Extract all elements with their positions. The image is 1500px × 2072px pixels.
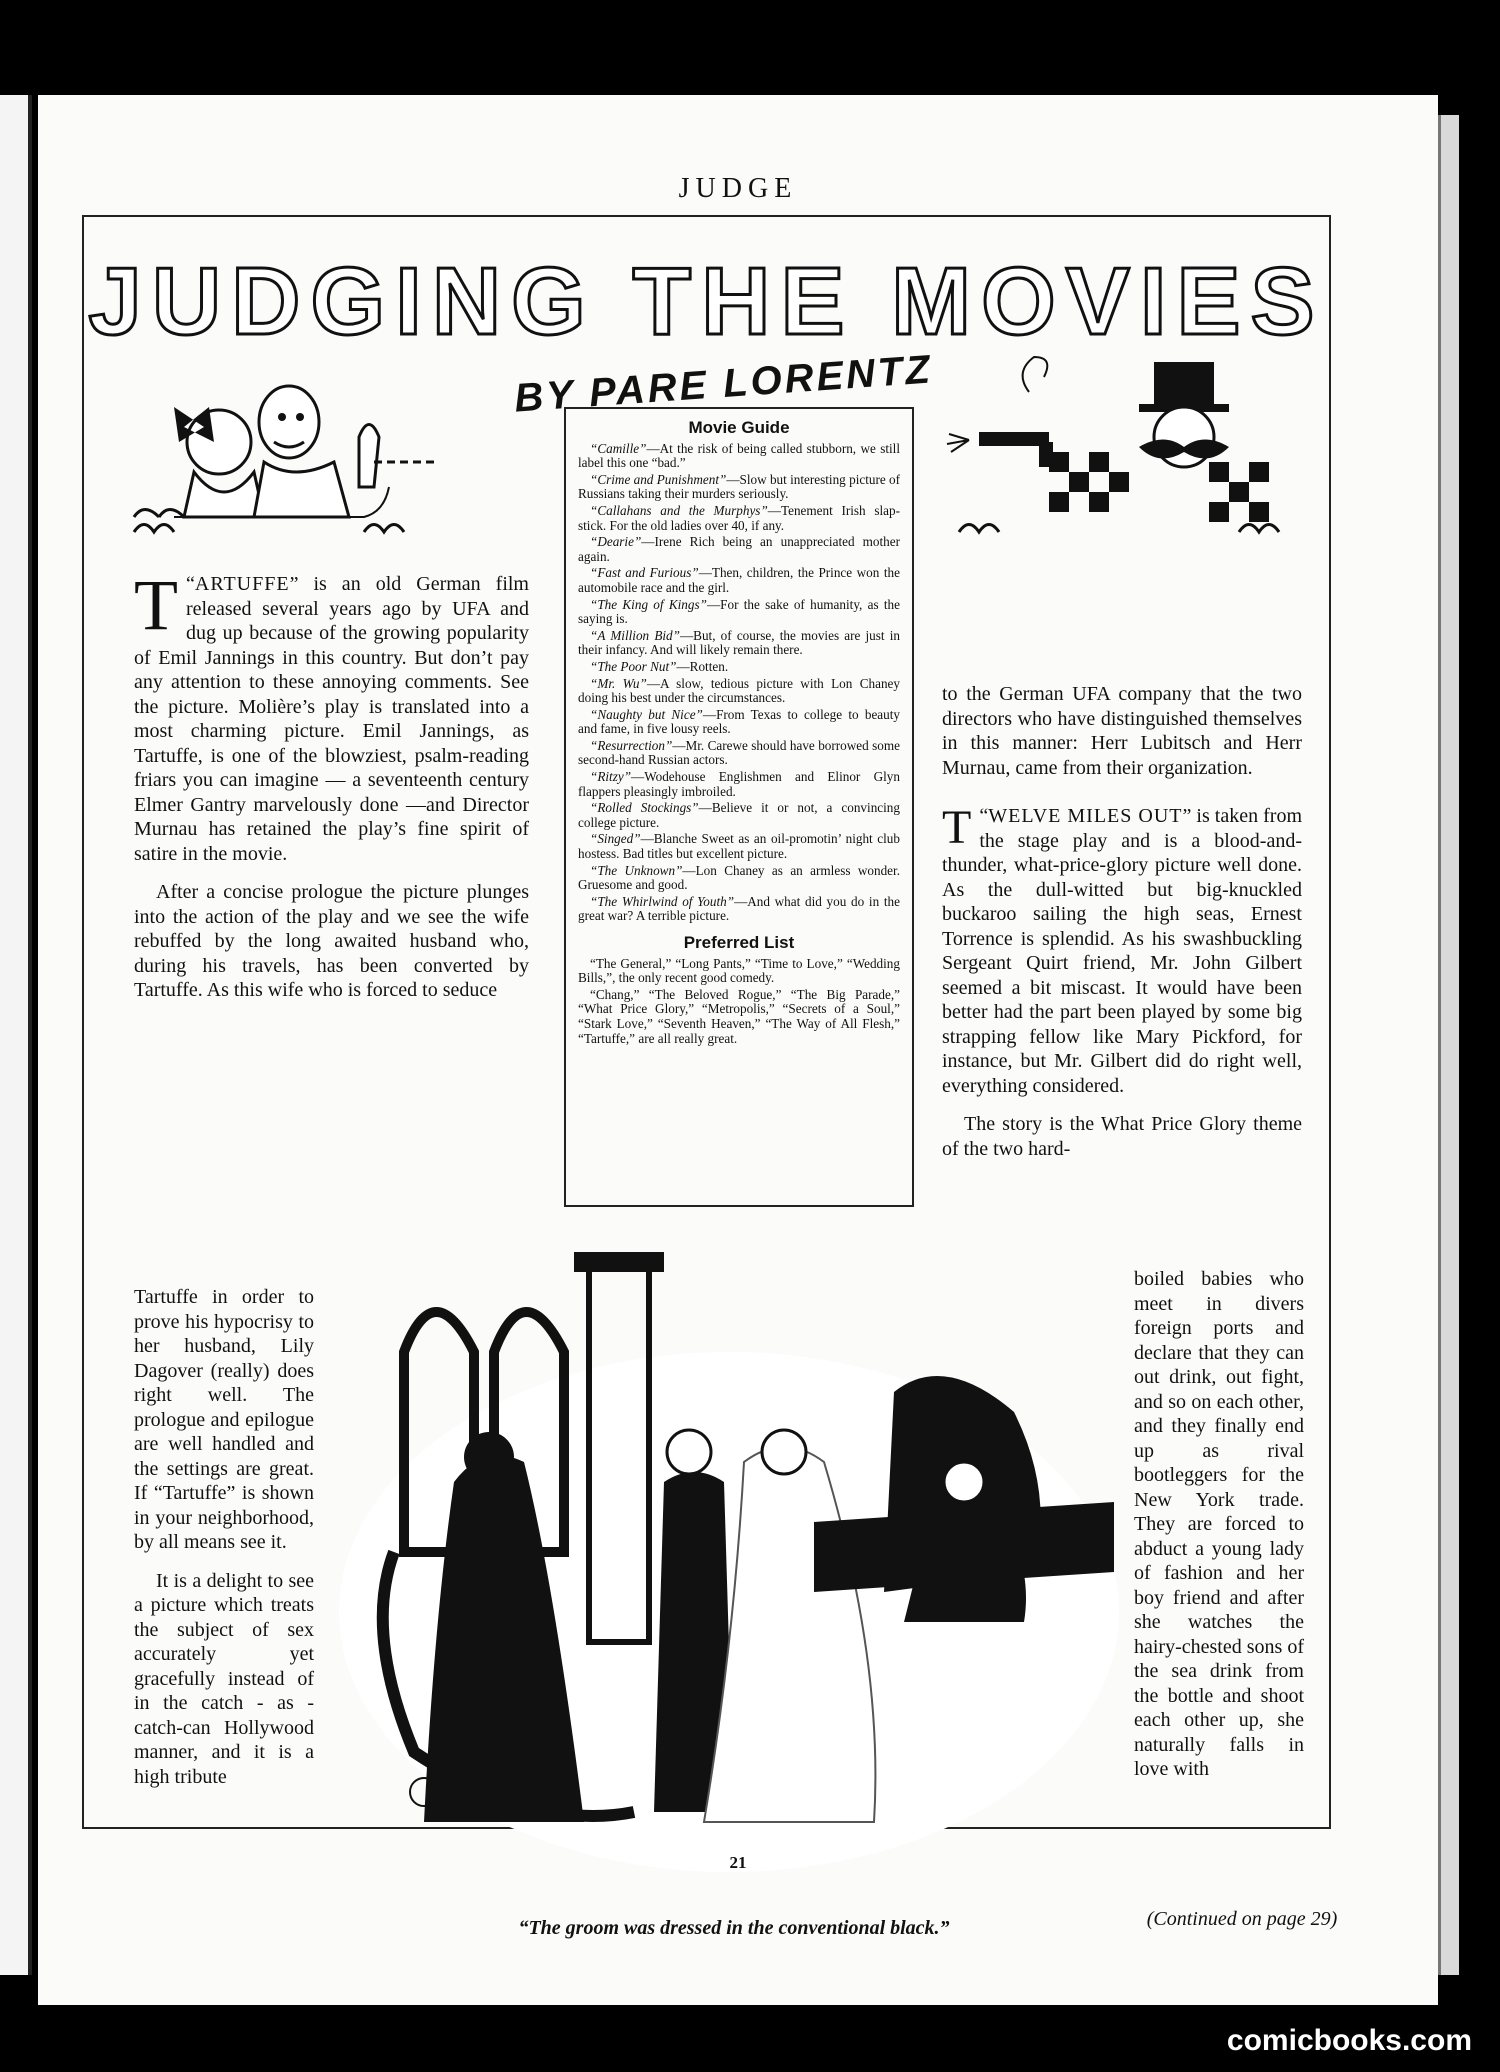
- left-page-edge: [0, 95, 32, 1975]
- guide-entry: “Dearie”—Irene Rich being an unappreciated mother again.: [578, 534, 900, 564]
- right-page-edge: [1438, 115, 1459, 1975]
- couple-cartoon: [114, 367, 444, 537]
- article-byline: BY PARE LORENTZ: [512, 347, 935, 421]
- article-paragraph: “ T WELVE MILES OUT” is taken from the stage play and is a blood-and-thunder, what-price-glory picture well done. As the dull-witted but big-knuckled buckaroo sailing the high seas, Ernest Torrence is splendid. As his swashbuckling Sergeant Quirt friend, Mr. John Gilbert seemed a bit miscast. It would have been better had the part been played by some big strapping fellow like Mary Pickford, for instance, but Mr. Gilbert did do right well, everything considered.: [942, 801, 1302, 1097]
- wedding-illustration: [334, 1222, 1124, 1892]
- villain-cartoon: [939, 352, 1309, 542]
- preferred-list-heading: Preferred List: [683, 933, 795, 952]
- guide-entry: “Singed”—Blanche Sweet as an oil-promotin’ night club hostess. Bad titles but excellent picture.: [578, 831, 900, 862]
- article-paragraph: Tartuffe in order to prove his hypocrisy to her husband, Lily Dagover (really) does right well. The prologue and epilogue are well handled and the settings are great. If “Tartuffe” is shown in your neighborhood, by all means see it.: [134, 1286, 314, 1553]
- guide-entry: “The Whirlwind of Youth”—And what did you do in the great war? A terrible picture.: [578, 893, 900, 924]
- page-number: 21: [729, 1853, 747, 1872]
- guide-entry: “The King of Kings”—For the sake of humanity, as the saying is.: [578, 596, 900, 627]
- left-column-bottom: [134, 1285, 314, 1803]
- guide-entry: “Mr. Wu”—A slow, tedious picture with Lon Chaney doing his best under the circumstances.: [578, 675, 900, 706]
- article-title: JUDGING THE MOVIES: [88, 248, 1325, 355]
- illustration-caption: “The groom was dressed in the conventional black.”: [518, 1917, 950, 1939]
- drop-cap: T: [134, 565, 178, 645]
- guide-entry: “Camille”—At the risk of being called stubborn, we still label this one “bad.”: [578, 440, 900, 471]
- guide-entry: “Fast and Furious”—Then, children, the Prince won the automobile race and the girl.: [578, 565, 900, 595]
- continued-note: (Continued on page 29): [1146, 1908, 1338, 1930]
- right-column-bottom: [1134, 1267, 1304, 1796]
- article-paragraph: to the German UFA company that the two directors who have distinguished themselves in this manner: Herr Lubitsch and Herr Murnau, came from their organization.: [942, 683, 1302, 779]
- article-paragraph: boiled babies who meet in divers foreign ports and declare that they can out drink, out fight, and so on each other, and they finally end up as rival bootleggers for the New York trade. They are forced to abduct a young lady of fashion and her boy friend and after she watches the hairy-chested sons of the sea drink from the bottle and shoot each other up, she naturally falls in love with: [1134, 1268, 1304, 1780]
- guide-entry: “The Unknown”—Lon Chaney as an armless wonder. Gruesome and good.: [578, 862, 900, 893]
- guide-entry: “The Poor Nut”—Rotten.: [590, 658, 729, 674]
- guide-entry: “Naughty but Nice”—From Texas to college to beauty and fame, in five lousy reels.: [578, 706, 900, 737]
- left-column-top: [134, 565, 529, 1017]
- guide-entry: “Ritzy”—Wodehouse Englishmen and Elinor Glyn flappers pleasingly imbroiled.: [578, 769, 900, 799]
- article-paragraph: “ T ARTUFFE” is an old German film released several years ago by UFA and dug up because of the growing popularity of Emil Jannings in this country. But don’t pay any attention to these annoying comments. See the picture. Molière’s play is translated into a most charming picture. Emil Jannings, as Tartuffe, is one of the blowziest, psalm-reading friars you can imagine — a seventeenth century Elmer Gantry marvelously done —and Director Murnau has retained the play’s fine spirit of satire in the movie.: [134, 565, 529, 865]
- magazine-masthead: JUDGE: [678, 173, 798, 204]
- article-paragraph: It is a delight to see a picture which treats the subject of sex accurately yet gracefully instead of in the catch - as - catch-can Hollywood manner, and it is a high tribute: [134, 1569, 314, 1788]
- guide-entry: “Callahans and the Murphys”—Tenement Irish slap-stick. For the old ladies over 40, if any.: [578, 502, 900, 533]
- article-paragraph: After a concise prologue the picture plunges into the action of the play and we see the wife rebuffed by the long awaited husband who, during his travels, has been converted by Tartuffe. As this wife who is forced to seduce: [134, 881, 529, 1001]
- guide-entry: “Rolled Stockings”—Believe it or not, a convincing college picture.: [578, 800, 900, 830]
- magazine-page: [38, 95, 1438, 2005]
- guide-entry: “A Million Bid”—But, of course, the movies are just in their infancy. And will likely remain there.: [578, 627, 900, 658]
- guide-entry: “Crime and Punishment”—Slow but interesting picture of Russians taking their murders seriously.: [578, 471, 901, 502]
- preferred-entry: “Chang,” “The Beloved Rogue,” “The Big Parade,” “What Price Glory,” “Metropolis,” “Secrets of a Soul,” “Stark Love,” “Seventh Heaven,” “The Way of All Flesh,” “Tartuffe,” are all really great.: [578, 986, 900, 1046]
- movie-guide-box: [564, 407, 914, 1207]
- guide-entry: “Resurrection”—Mr. Carewe should have borrowed some second-hand Russian actors.: [578, 737, 900, 768]
- preferred-entry: “The General,” “Long Pants,” “Time to Love,” “Wedding Bills,”, the only recent good comedy.: [578, 955, 900, 986]
- right-column-top: [942, 682, 1302, 1175]
- article-paragraph: The story is the What Price Glory theme of the two hard-: [942, 1113, 1302, 1160]
- movie-guide-heading: Movie Guide: [688, 418, 790, 437]
- drop-cap: T: [942, 801, 972, 854]
- watermark: comicbooks.com: [1226, 2024, 1472, 2057]
